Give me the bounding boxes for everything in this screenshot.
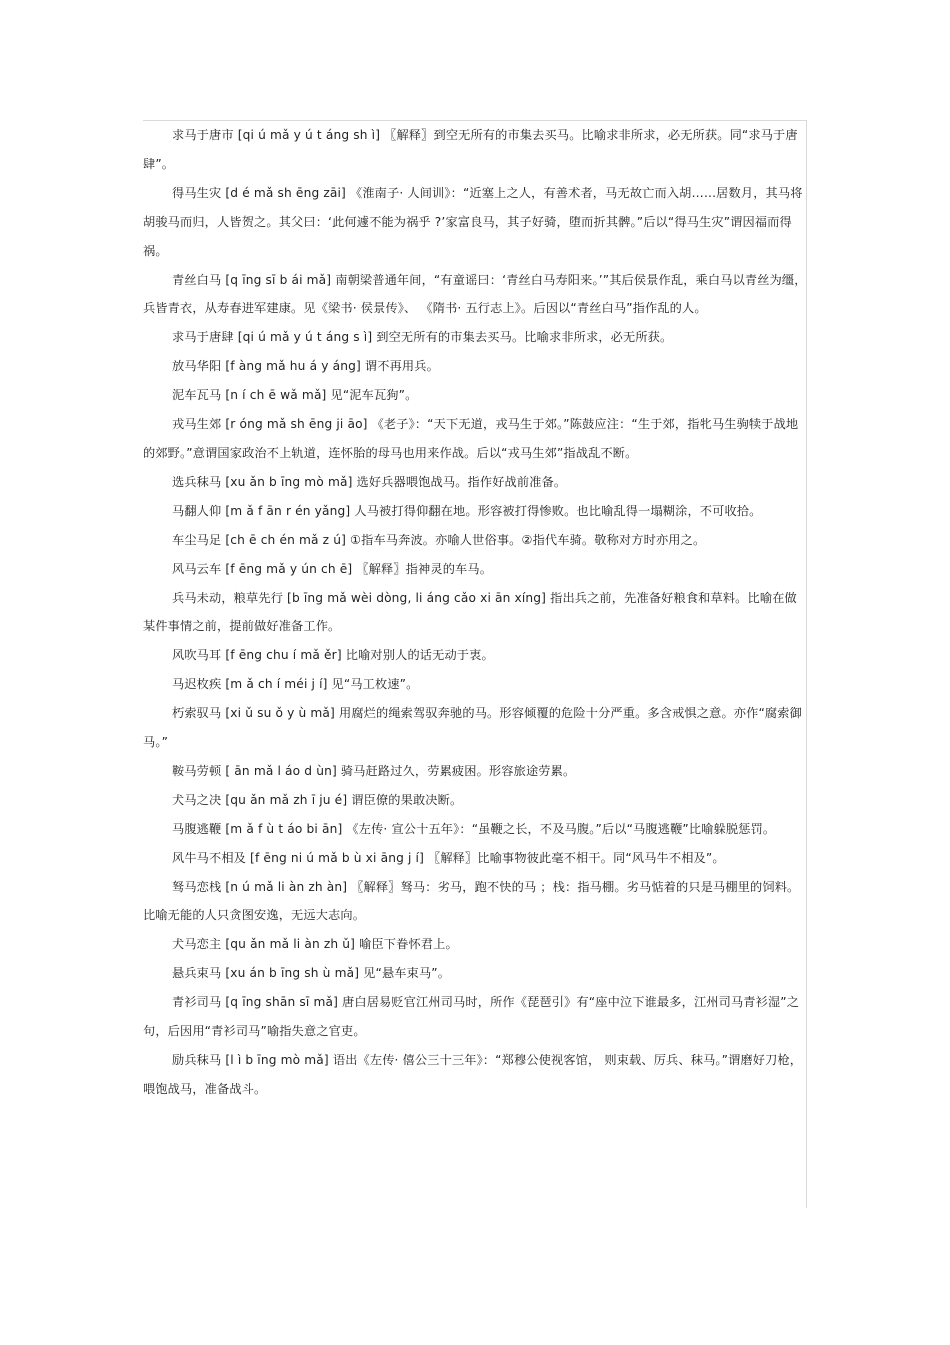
idiom-entry: 马翻人仰 [m ǎ f ān r én yǎng] 人马被打得仰翻在地。形容被打得惨败。也比喻乱得一塌糊涂，不可收拾。 xyxy=(172,503,762,518)
idiom-entry: 得马生灾 [d é mǎ sh ēng zāi] 《淮南子· 人间训》：“近塞上之人，有善术者，马无故亡而入胡……居数月，其马将胡骏马而归，人皆贺之。其父曰：‘此何遽不能为祸乎 ?’家富良马，其子好骑，堕而折其髀。”后以“得马生灾”谓因福而得祸。 xyxy=(143,185,803,258)
idiom-entry: 马腹逃鞭 [m ǎ f ù t áo bi ān] 《左传· 宣公十五年》：“虽鞭之长，不及马腹。”后以“马腹逃鞭”比喻躲脱惩罚。 xyxy=(172,821,776,836)
idiom-entry: 风牛马不相及 [f ēng ni ú mǎ b ù xi āng j í] 〖解释〗比喻事物彼此毫不相干。同“风马牛不相及”。 xyxy=(172,850,725,865)
idiom-list xyxy=(143,121,807,1104)
idiom-entry: 犬马之决 [qu ǎn mǎ zh ī ju é] 谓臣僚的果敢决断。 xyxy=(172,792,463,807)
idiom-entry: 风马云车 [f ēng mǎ y ún ch ē] 〖解释〗指神灵的车马。 xyxy=(172,561,493,576)
idiom-entry: 车尘马足 [ch ē ch én mǎ z ú] ①指车马奔波。亦喻人世俗事。②指代车骑。敬称对方时亦用之。 xyxy=(172,532,706,547)
idiom-entry: 兵马未动，粮草先行 [b īng mǎ wèi dòng, li áng cǎo xi ān xíng] 指出兵之前，先准备好粮食和草料。比喻在做某件事情之前，提前做好准备工作。 xyxy=(143,590,797,634)
idiom-entry: 鞍马劳顿 [ ān mǎ l áo d ùn] 骑马赶路过久，劳累疲困。形容旅途劳累。 xyxy=(172,763,576,778)
idiom-entry: 青丝白马 [q īng sī b ái mǎ] 南朝梁普通年间，“有童谣曰：‘青丝白马寿阳来。’”其后侯景作乱，乘白马以青丝为缰，兵皆青衣，从寿春进军建康。见《梁书· 侯景传》、 《隋书· 五行志上》。后因以“青丝白马”指作乱的人。 xyxy=(143,272,807,316)
idiom-entry: 青衫司马 [q īng shān sī mǎ] 唐白居易贬官江州司马时，所作《琵琶引》有“座中泣下谁最多，江州司马青衫湿”之句，后因用“青衫司马”喻指失意之官吏。 xyxy=(143,995,800,1039)
idiom-entry: 选兵秣马 [xu ǎn b īng mò mǎ] 选好兵器喂饱战马。指作好战前准备。 xyxy=(172,474,567,489)
idiom-entry: 朽索驭马 [xi ǔ su ǒ y ù mǎ] 用腐烂的绳索驾驭奔驰的马。形容倾覆的危险十分严重。多含戒惧之意。亦作“腐索御马。” xyxy=(143,706,802,750)
idiom-entry: 犬马恋主 [qu ǎn mǎ li àn zh ǔ] 喻臣下眷怀君上。 xyxy=(172,937,458,952)
idiom-entry: 求马于唐肆 [qi ú mǎ y ú t áng s ì] 到空无所有的市集去买马。比喻求非所求，必无所获。 xyxy=(172,330,673,345)
idiom-entry: 戎马生郊 [r óng mǎ sh ēng ji āo] 《老子》：“天下无道，戎马生于郊。”陈鼓应注：“生于郊，指牝马生驹犊于战地的郊野。”意谓国家政治不上轨道，连怀胎的母马也用来作战。后以“戎马生郊”指战乱不断。 xyxy=(143,417,799,460)
idiom-entry: 求马于唐市 [qi ú mǎ y ú t áng sh ì] 〖解释〗到空无所有的市集去买马。比喻求非所求，必无所获。同“求马于唐肆”。 xyxy=(143,128,798,171)
idiom-entry: 驽马恋栈 [n ú mǎ li àn zh àn] 〖解释〗驽马：劣马，跑不快的马 ；栈：指马棚。劣马惦着的只是马棚里的饲料。比喻无能的人只贪图安逸，无远大志向。 xyxy=(143,879,800,923)
idiom-entry: 风吹马耳 [f ēng chu í mǎ ěr] 比喻对别人的话无动于衷。 xyxy=(172,648,494,663)
idiom-entry: 马迟枚疾 [m ǎ ch í méi j í] 见“马工枚速”。 xyxy=(172,677,419,692)
idiom-entry: 励兵秣马 [l ì b īng mò mǎ] 语出《左传· 僖公三十三年》：“郑穆公使视客馆， 则束载、厉兵、秣马。”谓磨好刀枪，喂饱战马，准备战斗。 xyxy=(143,1053,803,1096)
idiom-entry: 泥车瓦马 [n í ch ē wǎ mǎ] 见“泥车瓦狗”。 xyxy=(172,388,418,403)
idiom-entry: 放马华阳 [f àng mǎ hu á y áng] 谓不再用兵。 xyxy=(172,359,439,374)
idiom-entry: 悬兵束马 [xu án b īng sh ù mǎ] 见“悬车束马”。 xyxy=(172,966,451,981)
